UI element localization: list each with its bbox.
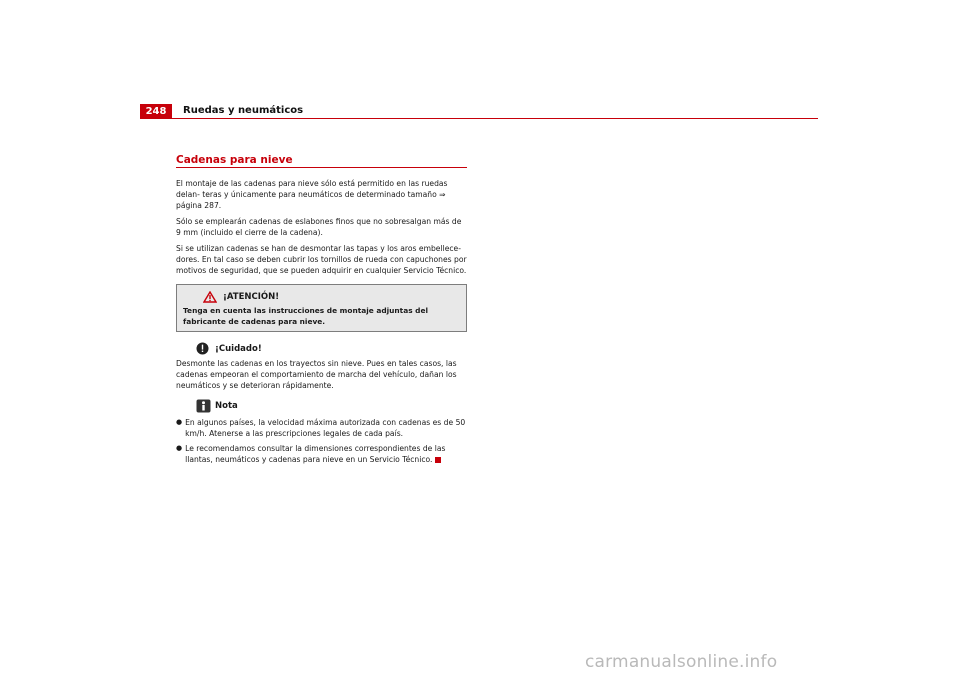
- note-bullet: [176, 443, 467, 465]
- note-header: [196, 399, 467, 413]
- caution-header: [196, 342, 467, 355]
- watermark: carmanualsonline.info: [585, 652, 778, 672]
- exclamation-circle-icon: [196, 342, 209, 355]
- content-column: [176, 154, 467, 469]
- note-bullet: [176, 417, 467, 439]
- warning-box: [176, 284, 467, 332]
- caution-text: Desmonte las cadenas en los trayectos sin nieve. Pues en tales casos, las cadenas empeoran el comportamiento de marcha del vehículo, dañan los neumáticos y se deterioran rápidamente.: [176, 359, 457, 390]
- section-title: Cadenas para nieve: [176, 154, 467, 168]
- header-rule: [140, 118, 818, 119]
- warning-title: ¡ATENCIÓN!: [223, 292, 280, 302]
- bullet-dot: ●: [176, 418, 183, 426]
- caution-title: ¡Cuidado!: [215, 343, 262, 354]
- note-bullet-text: En algunos países, la velocidad máxima autorizada con cadenas es de 50 km/h. Atenerse a las prescripciones legales de cada país.: [185, 418, 466, 438]
- page-number: 248: [140, 104, 172, 119]
- paragraph: El montaje de las cadenas para nieve sólo está permitido en las ruedas delan- teras y únicamente para neumáticos de determinado tamaño ⇒ página 287.: [176, 179, 448, 210]
- note-title: Nota: [215, 401, 238, 411]
- paragraph: Si se utilizan cadenas se han de desmontar las tapas y los aros embellece- dores. En tal caso se deben cubrir los tornillos de rueda con capuchones por motivos de seguridad, que se pueden adquirir en cualquier Servicio Técnico.: [176, 244, 467, 275]
- info-note-icon: [196, 399, 211, 413]
- warning-triangle-icon: [203, 291, 217, 303]
- bullet-dot: ●: [176, 444, 183, 452]
- warning-text: Tenga en cuenta las instrucciones de montaje adjuntas del fabricante de cadenas para nieve.: [183, 306, 429, 326]
- paragraph: Sólo se emplearán cadenas de eslabones finos que no sobresalgan más de 9 mm (incluido el cierre de la cadena).: [176, 217, 462, 237]
- end-of-section-mark: [435, 457, 441, 463]
- warning-header: [203, 291, 460, 303]
- header-title: Ruedas y neumáticos: [183, 105, 304, 116]
- note-bullet-text: Le recomendamos consultar la dimensiones correspondientes de las llantas, neumáticos y cadenas para nieve en un Servicio Técnico.: [185, 444, 446, 464]
